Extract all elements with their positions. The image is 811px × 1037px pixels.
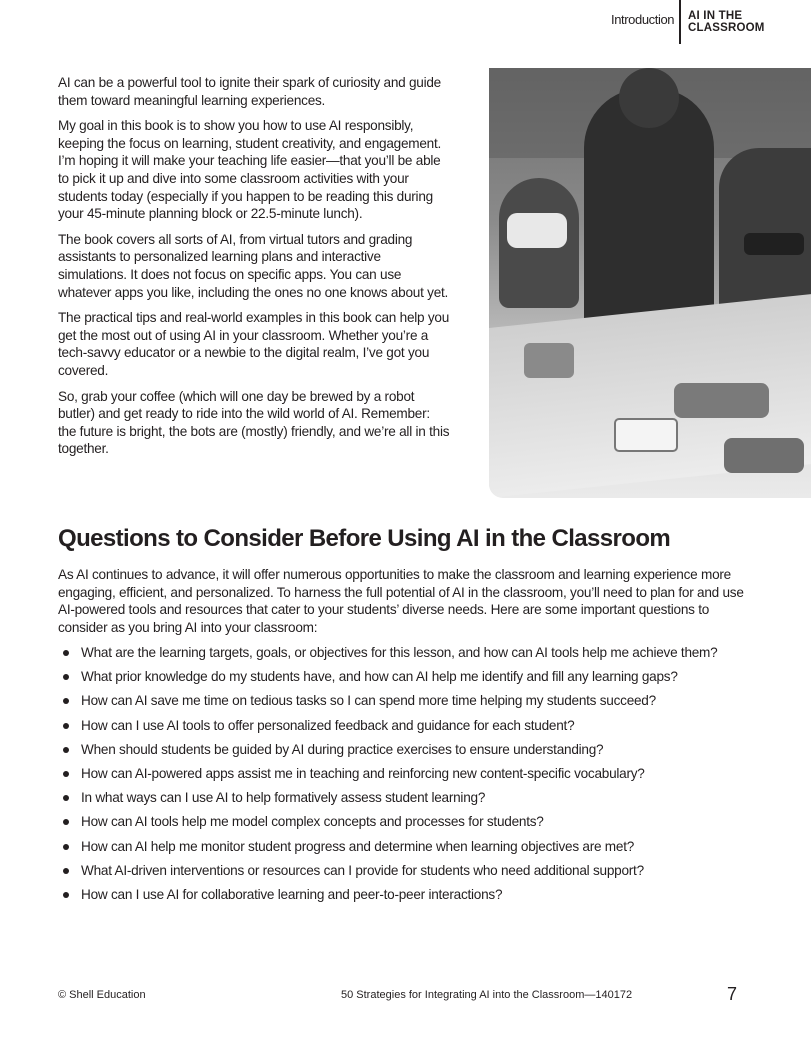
list-item: How can I use AI for collaborative learning and peer-to-peer interactions?	[58, 886, 718, 904]
paragraph: So, grab your coffee (which will one day be brewed by a robot butler) and get ready to ride into the wild world of AI. Remember: the future is bright, the bots are (mostly) friendly, and we’re all in this together.	[58, 388, 450, 457]
paragraph: My goal in this book is to show you how to use AI responsibly, keeping the focus on learning, student creativity, and engagement. I’m hoping it will make your teaching life easier—that you’ll be able to pick it up and dive into some classroom activities with your students today (especially if you happen to be reading this during your 45-minute planning block or 22.5-minute lunch).	[58, 118, 442, 222]
list-item: What prior knowledge do my students have, and how can AI help me identify and fill any learning gaps?	[58, 668, 718, 686]
paragraph: The book covers all sorts of AI, from virtual tutors and grading assistants to personalized learning plans and interactive simulations. It does not focus on specific apps. You can use whatever apps you like, including the ones no one knows about yet.	[58, 231, 449, 300]
header-section-label: Introduction	[611, 12, 675, 27]
list-item: How can AI save me time on tedious tasks so I can spend more time helping my students succeed?	[58, 692, 718, 710]
footer-book-title: 50 Strategies for Integrating AI into the Classroom—140172	[341, 989, 633, 1001]
list-item: What AI-driven interventions or resources can I provide for students who need additional support?	[58, 862, 718, 880]
header-brand	[688, 10, 765, 34]
brand-line-1: AI IN THE	[688, 10, 743, 22]
footer-publisher: © Shell Education	[58, 989, 146, 1001]
paragraph: The practical tips and real-world examples in this book can help you get the most out of using AI in your classroom. Whether you’re a tech-savvy educator or a newbie to the digital realm, I’ve got you covered.	[58, 310, 450, 378]
brand-line-2: CLASSROOM	[688, 22, 765, 34]
header-divider	[679, 0, 681, 44]
list-item: How can AI-powered apps assist me in teaching and reinforcing new content-specific vocabulary?	[58, 765, 718, 783]
list-item: How can AI help me monitor student progress and determine when learning objectives are met?	[58, 838, 718, 856]
classroom-robotics-photo	[489, 68, 811, 498]
list-item: How can AI tools help me model complex concepts and processes for students?	[58, 813, 718, 831]
intro-text-column	[58, 74, 450, 466]
list-item: What are the learning targets, goals, or objectives for this lesson, and how can AI tools help me achieve them?	[58, 644, 718, 662]
page-number: 7	[727, 984, 738, 1004]
list-item: How can I use AI tools to offer personalized feedback and guidance for each student?	[58, 717, 718, 735]
section-heading: Questions to Consider Before Using AI in the Classroom	[58, 525, 671, 552]
list-item: In what ways can I use AI to help formatively assess student learning?	[58, 789, 718, 807]
section-intro: As AI continues to advance, it will offer numerous opportunities to make the classroom and learning experience more engaging, efficient, and personalized. To harness the full potential of AI in the classroom, you’ll need to plan for and use AI-powered tools and resources that cater to your students’ diverse needs. Here are some important questions to consider as you bring AI into your classroom:	[58, 567, 744, 635]
list-item: When should students be guided by AI during practice exercises to ensure understanding?	[58, 741, 718, 759]
questions-list	[58, 644, 718, 910]
paragraph: AI can be a powerful tool to ignite their spark of curiosity and guide them toward meaningful learning experiences.	[58, 75, 441, 108]
